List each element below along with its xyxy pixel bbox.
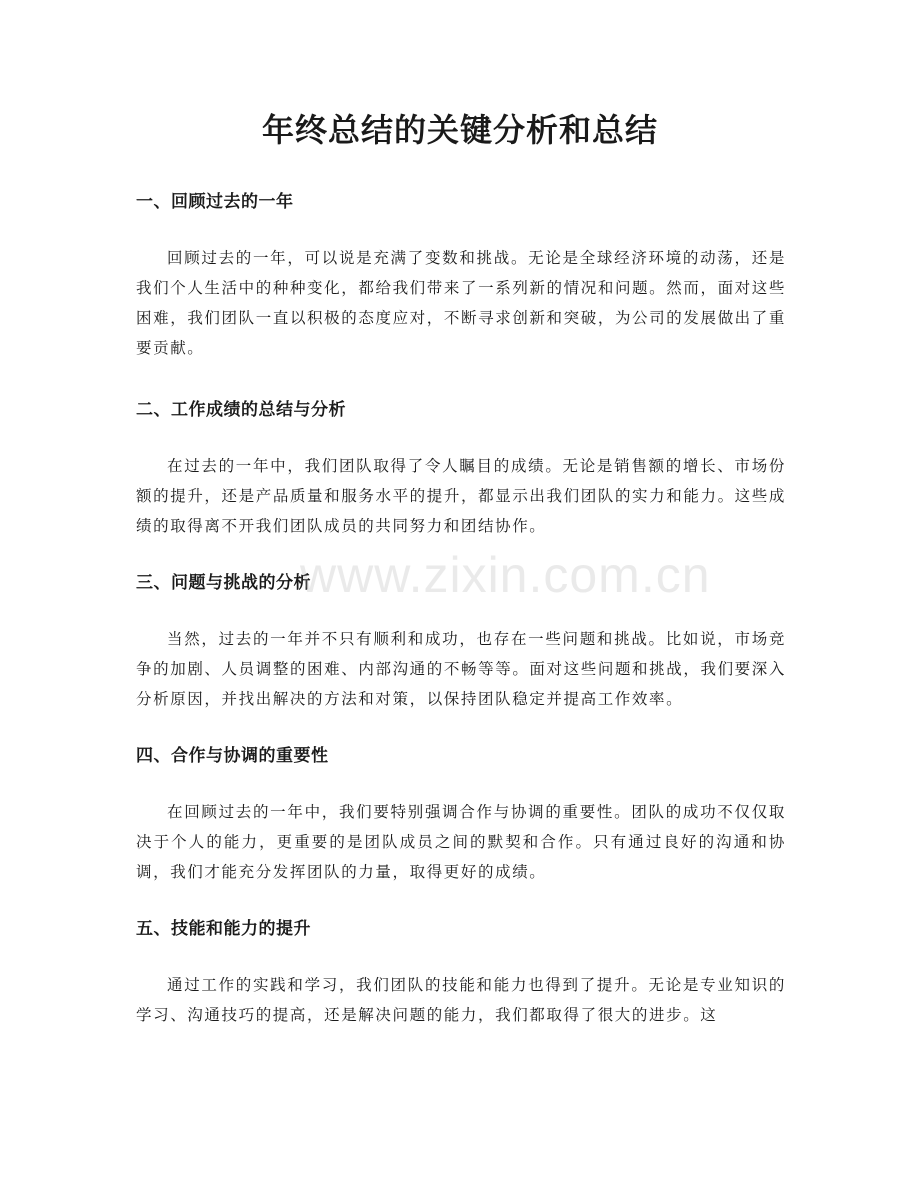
section-heading: 三、问题与挑战的分析 [136,573,311,593]
section-review [136,189,786,363]
section-achievements [136,397,786,541]
watermark-text: www.zixin.com.cn [300,547,711,603]
document-title: 年终总结的关键分析和总结 [261,111,658,149]
section-body: 通过工作的实践和学习，我们团队的技能和能力也得到了提升。无论是专业知识的学习、沟通技巧的提高，还是解决问题的能力，我们都取得了很大的进步。这 [136,976,786,1024]
section-body: 当然，过去的一年并不只有顺利和成功，也存在一些问题和挑战。比如说，市场竞争的加剧、人员调整的困难、内部沟通的不畅等等。面对这些问题和挑战，我们要深入分析原因，并找出解决的方法和对策，以保持团队稳定并提高工作效率。 [136,630,786,708]
section-body: 回顾过去的一年，可以说是充满了变数和挑战。无论是全球经济环境的动荡，还是我们个人生活中的种种变化，都给我们带来了一系列新的情况和问题。然而，面对这些困难，我们团队一直以积极的态度应对，不断寻求创新和突破，为公司的发展做出了重要贡献。 [136,249,786,357]
section-body: 在回顾过去的一年中，我们要特别强调合作与协调的重要性。团队的成功不仅仅取决于个人的能力，更重要的是团队成员之间的默契和合作。只有通过良好的沟通和协调，我们才能充分发挥团队的力量，取得更好的成绩。 [136,803,786,881]
section-heading: 四、合作与协调的重要性 [136,746,329,766]
section-problems [136,570,786,714]
section-skills [136,916,786,1030]
section-heading: 二、工作成绩的总结与分析 [136,400,346,420]
section-heading: 一、回顾过去的一年 [136,192,294,212]
section-body: 在过去的一年中，我们团队取得了令人瞩目的成绩。无论是销售额的增长、市场份额的提升，还是产品质量和服务水平的提升，都显示出我们团队的实力和能力。这些成绩的取得离不开我们团队成员的共同努力和团结协作。 [136,457,786,535]
section-cooperation [136,743,786,887]
section-heading: 五、技能和能力的提升 [136,919,311,939]
